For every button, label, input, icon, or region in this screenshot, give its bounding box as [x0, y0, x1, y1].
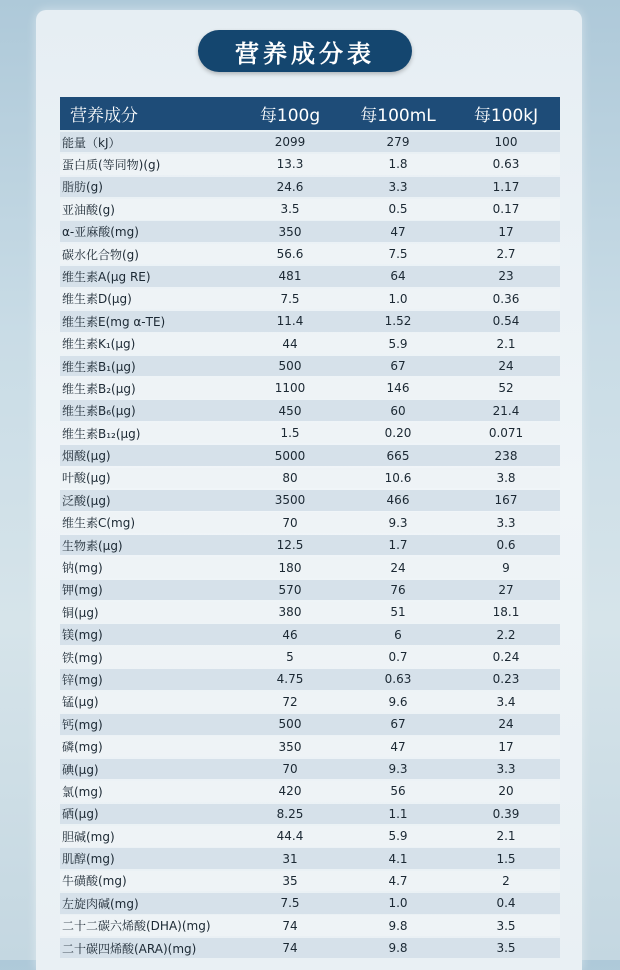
cell-per-100kj: 0.39 [492, 806, 520, 821]
cell-per-100g: 72 [282, 694, 298, 709]
table-row [60, 154, 560, 175]
cell-per-100ml: 7.5 [388, 247, 408, 262]
table-row [60, 692, 560, 713]
table-row [60, 333, 560, 354]
cell-per-100ml: 9.3 [388, 762, 408, 777]
table-row [60, 915, 560, 936]
cell-per-100kj: 3.5 [496, 941, 516, 956]
cell-per-100ml: 4.1 [388, 851, 408, 866]
table-row [60, 848, 560, 869]
table-row [60, 244, 560, 265]
cell-nutrient: 钾(mg) [62, 583, 103, 598]
cell-nutrient: 锰(μg) [62, 695, 99, 710]
cell-per-100ml: 67 [390, 359, 406, 373]
cell-per-100g: 450 [278, 403, 302, 418]
table-row [60, 580, 560, 601]
cell-per-100kj: 27 [498, 582, 514, 597]
cell-nutrient: 烟酸(μg) [62, 449, 111, 464]
cell-per-100kj: 3.4 [496, 694, 516, 709]
cell-per-100ml: 466 [386, 493, 410, 508]
cell-per-100g: 380 [278, 605, 302, 620]
cell-nutrient: 二十碳四烯酸(ARA)(mg) [62, 941, 197, 956]
table-row [60, 804, 560, 825]
cell-nutrient: 锌(mg) [62, 672, 103, 687]
cell-per-100kj: 17 [498, 224, 514, 239]
cell-per-100g: 80 [282, 470, 298, 485]
cell-per-100kj: 2 [502, 873, 510, 888]
cell-per-100g: 11.4 [276, 314, 304, 329]
cell-per-100g: 31 [282, 851, 298, 866]
cell-nutrient: 氯(mg) [62, 784, 103, 799]
cell-per-100kj: 20 [498, 784, 514, 799]
cell-per-100ml: 1.52 [384, 314, 412, 329]
cell-per-100ml: 0.7 [388, 650, 408, 665]
cell-nutrient: 铜(μg) [62, 605, 99, 620]
cell-per-100kj: 2.2 [496, 627, 516, 642]
cell-per-100ml: 9.8 [388, 918, 408, 933]
cell-per-100g: 350 [278, 224, 302, 239]
cell-nutrient: 泛酸(μg) [62, 493, 111, 508]
cell-per-100g: 500 [278, 359, 302, 373]
cell-per-100kj: 1.17 [492, 179, 520, 194]
cell-per-100g: 1100 [274, 381, 306, 396]
cell-per-100g: 44 [282, 336, 298, 351]
table-row [60, 221, 560, 242]
table-row [60, 400, 560, 421]
cell-nutrient: 维生素E(mg α-TE) [62, 314, 166, 329]
cell-nutrient: 肌醇(mg) [62, 852, 115, 867]
cell-per-100g: 70 [282, 762, 298, 777]
cell-per-100kj: 24 [498, 359, 514, 373]
cell-nutrient: 叶酸(μg) [62, 471, 111, 486]
cell-per-100g: 420 [278, 784, 302, 799]
cell-nutrient: 磷(mg) [62, 740, 103, 755]
cell-per-100ml: 5.9 [388, 336, 408, 351]
cell-per-100kj: 2.7 [496, 247, 516, 262]
table-row [60, 266, 560, 287]
table-row [60, 826, 560, 847]
cell-nutrient: 胆碱(mg) [62, 829, 115, 844]
cell-per-100ml: 0.20 [384, 426, 412, 441]
cell-per-100ml: 51 [390, 605, 406, 620]
cell-per-100kj: 0.4 [496, 896, 516, 911]
cell-per-100g: 56.6 [276, 247, 304, 262]
cell-nutrient: 能量（kJ） [62, 135, 121, 150]
table-row [60, 759, 560, 780]
header-nutrient: 营养成分 [70, 106, 138, 126]
cell-per-100kj: 100 [494, 135, 518, 150]
cell-per-100kj: 18.1 [492, 605, 520, 620]
cell-per-100ml: 1.0 [388, 896, 408, 911]
table-row [60, 132, 560, 153]
table-row [60, 557, 560, 578]
cell-per-100kj: 2.1 [496, 336, 516, 351]
table-row [60, 714, 560, 735]
table-row [60, 423, 560, 444]
table-row [60, 938, 560, 959]
table-row [60, 669, 560, 690]
cell-per-100ml: 665 [386, 448, 410, 463]
cell-nutrient: α-亚麻酸(mg) [62, 225, 139, 240]
cell-per-100ml: 60 [390, 403, 406, 418]
cell-per-100g: 350 [278, 739, 302, 754]
cell-per-100g: 13.3 [276, 157, 304, 172]
table-row [60, 468, 560, 489]
cell-per-100ml: 9.8 [388, 941, 408, 956]
cell-per-100kj: 2.1 [496, 829, 516, 844]
nutrition-table [60, 97, 560, 958]
cell-per-100g: 4.75 [276, 672, 304, 687]
table-row [60, 311, 560, 332]
cell-nutrient: 维生素A(μg RE) [62, 269, 151, 284]
cell-nutrient: 维生素B₁₂(μg) [62, 426, 141, 441]
cell-per-100kj: 238 [494, 448, 518, 463]
cell-nutrient: 二十二碳六烯酸(DHA)(mg) [62, 919, 211, 934]
cell-nutrient: 钠(mg) [62, 561, 103, 576]
cell-per-100g: 46 [282, 627, 298, 642]
cell-per-100g: 12.5 [276, 538, 304, 553]
cell-per-100kj: 1.5 [496, 851, 516, 866]
cell-per-100kj: 0.24 [492, 650, 520, 665]
cell-per-100ml: 4.7 [388, 873, 408, 888]
cell-per-100g: 3500 [274, 493, 306, 508]
header-per-100kj: 每100kJ [473, 106, 539, 126]
table-row [60, 624, 560, 645]
cell-per-100ml: 47 [390, 739, 406, 754]
cell-per-100kj: 0.23 [492, 672, 520, 687]
cell-nutrient: 维生素B₁(μg) [62, 359, 136, 374]
cell-nutrient: 镁(mg) [62, 628, 103, 643]
cell-per-100g: 1.5 [280, 426, 300, 441]
cell-per-100g: 180 [278, 560, 302, 575]
cell-nutrient: 维生素C(mg) [62, 516, 136, 531]
cell-per-100ml: 1.7 [388, 538, 408, 553]
table-row [60, 781, 560, 802]
cell-per-100kj: 24 [498, 717, 514, 732]
table-row [60, 512, 560, 533]
cell-per-100g: 7.5 [280, 291, 300, 306]
cell-nutrient: 左旋肉碱(mg) [62, 896, 139, 911]
table-row [60, 289, 560, 310]
cell-per-100g: 35 [282, 873, 298, 888]
cell-per-100g: 70 [282, 515, 298, 530]
cell-per-100g: 2099 [274, 135, 306, 150]
table-row [60, 378, 560, 399]
cell-per-100ml: 47 [390, 224, 406, 239]
cell-per-100ml: 64 [390, 269, 406, 284]
cell-per-100g: 74 [282, 918, 298, 933]
cell-per-100kj: 3.8 [496, 470, 516, 485]
cell-nutrient: 碘(μg) [62, 762, 99, 777]
cell-nutrient: 蛋白质(等同物)(g) [62, 157, 161, 172]
cell-per-100ml: 0.63 [384, 672, 412, 687]
table-row [60, 736, 560, 757]
cell-per-100ml: 67 [390, 717, 406, 732]
cell-per-100g: 24.6 [276, 179, 304, 194]
cell-per-100ml: 279 [386, 135, 410, 150]
table-row [60, 356, 560, 377]
cell-per-100kj: 0.63 [492, 157, 520, 172]
cell-per-100ml: 0.5 [388, 202, 408, 217]
cell-per-100kj: 0.54 [492, 314, 520, 329]
cell-nutrient: 碳水化合物(g) [62, 247, 139, 262]
cell-per-100ml: 10.6 [384, 470, 412, 485]
cell-per-100kj: 167 [494, 493, 518, 508]
cell-per-100g: 500 [278, 717, 302, 732]
cell-per-100ml: 1.8 [388, 157, 408, 172]
cell-per-100ml: 6 [394, 627, 402, 642]
table-body [60, 132, 560, 959]
table-header [60, 97, 560, 130]
table-row [60, 177, 560, 198]
cell-per-100g: 7.5 [280, 896, 300, 911]
table-row [60, 871, 560, 892]
cell-per-100g: 5000 [274, 448, 306, 463]
table-row [60, 445, 560, 466]
cell-per-100g: 5 [286, 650, 294, 665]
cell-per-100kj: 0.071 [488, 426, 524, 441]
cell-per-100ml: 9.3 [388, 515, 408, 530]
cell-per-100ml: 56 [390, 784, 406, 799]
cell-per-100ml: 1.1 [388, 806, 408, 821]
cell-nutrient: 亚油酸(g) [62, 202, 115, 217]
cell-per-100kj: 0.17 [492, 202, 520, 217]
cell-per-100kj: 9 [502, 560, 510, 575]
cell-nutrient: 铁(mg) [62, 650, 103, 665]
cell-per-100kj: 3.3 [496, 762, 516, 777]
table-row [60, 647, 560, 668]
cell-per-100g: 74 [282, 941, 298, 956]
cell-per-100kj: 3.5 [496, 918, 516, 933]
cell-per-100g: 481 [278, 269, 302, 284]
header-per-100g: 每100g [259, 106, 321, 126]
cell-nutrient: 维生素B₂(μg) [62, 381, 136, 396]
cell-nutrient: 牛磺酸(mg) [62, 874, 127, 889]
table-row [60, 893, 560, 914]
cell-per-100g: 570 [278, 582, 302, 597]
cell-per-100g: 3.5 [280, 202, 300, 217]
cell-per-100ml: 9.6 [388, 694, 408, 709]
cell-per-100ml: 24 [390, 560, 406, 575]
cell-per-100ml: 76 [390, 582, 406, 597]
cell-per-100kj: 52 [498, 381, 514, 396]
cell-nutrient: 脂肪(g) [62, 180, 103, 195]
cell-per-100kj: 0.36 [492, 291, 520, 306]
cell-nutrient: 维生素D(μg) [62, 292, 132, 307]
table-row [60, 490, 560, 511]
cell-per-100kj: 3.3 [496, 515, 516, 530]
cell-nutrient: 生物素(μg) [62, 538, 123, 553]
table-row [60, 199, 560, 220]
cell-per-100g: 8.25 [276, 806, 304, 821]
cell-per-100kj: 21.4 [492, 403, 520, 418]
cell-nutrient: 钙(mg) [62, 717, 103, 732]
table-row [60, 602, 560, 623]
cell-per-100kj: 23 [498, 269, 514, 284]
page-title: 营养成分表 [198, 30, 412, 72]
table-row [60, 535, 560, 556]
cell-per-100kj: 0.6 [496, 538, 516, 553]
cell-per-100ml: 3.3 [388, 179, 408, 194]
cell-per-100ml: 1.0 [388, 291, 408, 306]
cell-per-100kj: 17 [498, 739, 514, 754]
header-per-100ml: 每100mL [360, 106, 436, 126]
cell-per-100ml: 146 [386, 381, 410, 396]
cell-per-100g: 44.4 [276, 829, 304, 844]
cell-nutrient: 维生素B₆(μg) [62, 404, 136, 419]
cell-per-100ml: 5.9 [388, 829, 408, 844]
cell-nutrient: 硒(μg) [62, 807, 99, 822]
cell-nutrient: 维生素K₁(μg) [62, 337, 136, 352]
